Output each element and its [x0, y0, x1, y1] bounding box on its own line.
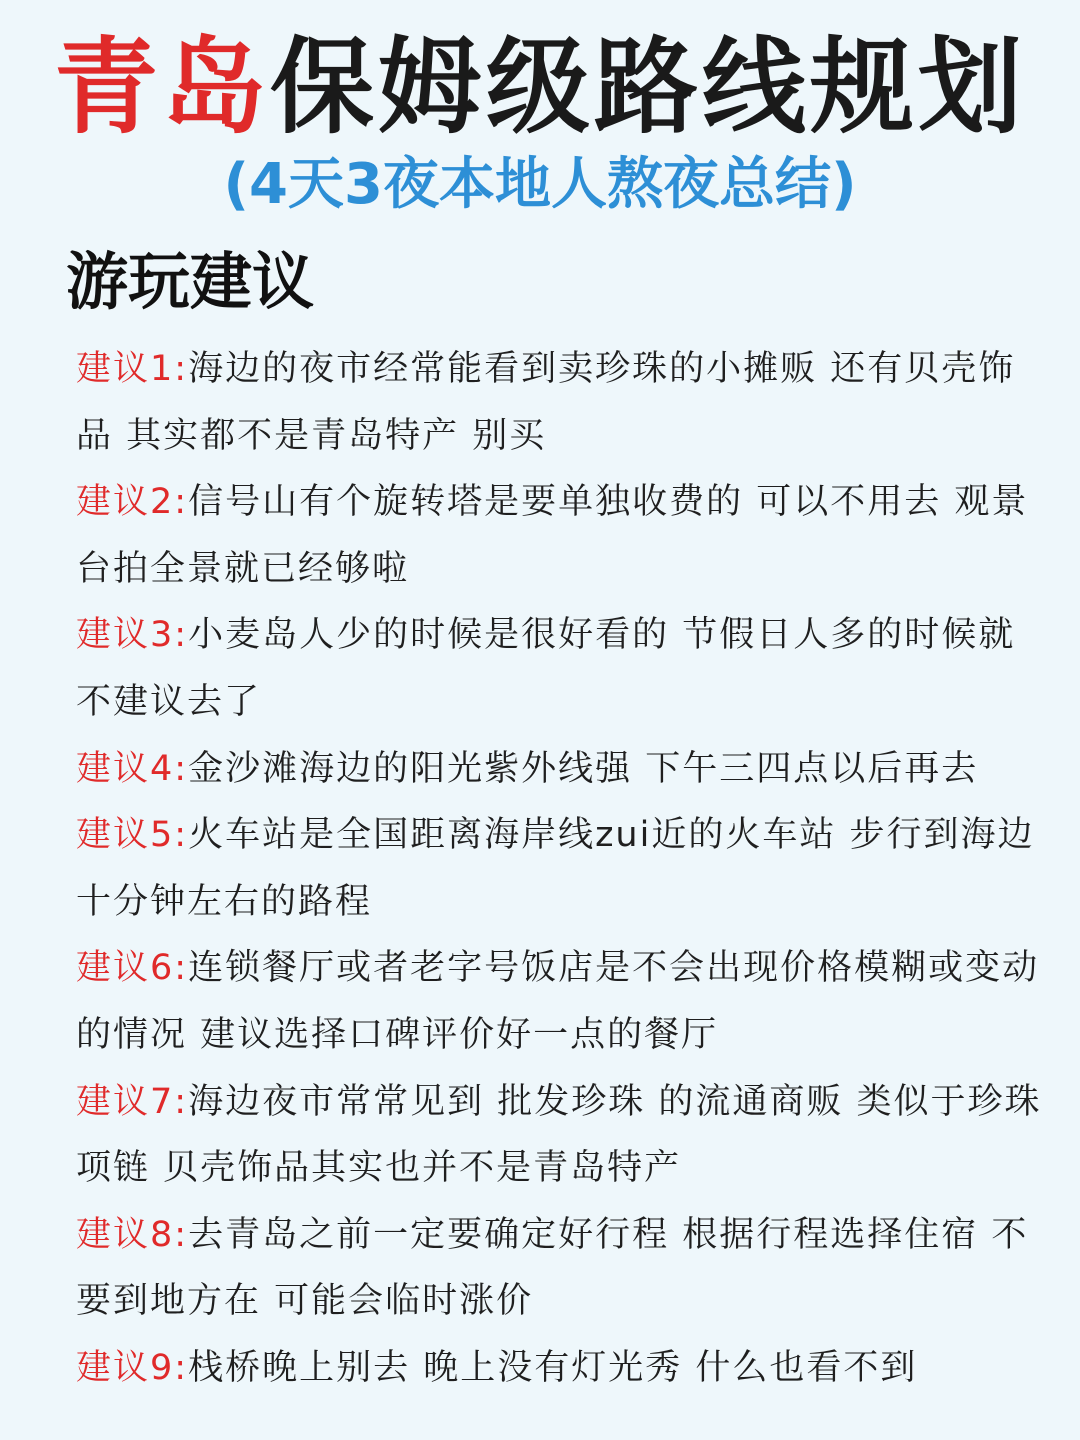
tip-item — [76, 736, 1048, 803]
tip-label: 建议5: — [76, 815, 189, 856]
tip-text: 小麦岛人少的时候是很好看的 节假日人多的时候就不建议去了 — [76, 615, 1016, 722]
tip-text: 去青岛之前一定要确定好行程 根据行程选择住宿 不要到地方在 可能会临时涨价 — [76, 1214, 1029, 1322]
tip-item — [76, 802, 1048, 935]
tip-item — [76, 1202, 1048, 1335]
tip-label: 建议8: — [76, 1214, 189, 1255]
tip-text: 海边夜市常常见到 批发珍珠 的流通商贩 类似于珍珠项链 贝壳饰品其实也并不是青岛特产 — [76, 1081, 1042, 1189]
tip-text: 火车站是全国距离海岸线zui近的火车站 步行到海边十分钟左右的路程 — [76, 815, 1035, 922]
tip-label: 建议3: — [76, 615, 189, 656]
tip-label: 建议9: — [76, 1347, 189, 1388]
tip-label: 建议7: — [76, 1081, 189, 1122]
tip-item — [76, 469, 1048, 602]
tip-text: 金沙滩海边的阳光紫外线强 下午三四点以后再去 — [188, 748, 979, 789]
tip-item — [76, 935, 1048, 1068]
title-accent: 青岛 — [53, 26, 270, 148]
tip-label: 建议1: — [76, 349, 189, 389]
tip-text: 信号山有个旋转塔是要单独收费的 可以不用去 观景台拍全景就已经够啦 — [76, 482, 1029, 589]
tip-label: 建议2: — [76, 482, 189, 523]
tip-label: 建议6: — [76, 948, 189, 989]
section-heading: 游玩建议 — [66, 245, 315, 318]
tip-item — [76, 1069, 1048, 1202]
tip-text: 海边的夜市经常能看到卖珍珠的小摊贩 还有贝壳饰品 其实都不是青岛特产 别买 — [76, 349, 1016, 456]
tip-label: 建议4: — [76, 748, 189, 789]
page-title — [0, 22, 1080, 152]
tip-text: 连锁餐厅或者老字号饭店是不会出现价格模糊或变动的情况 建议选择口碑评价好一点的餐厅 — [76, 948, 1040, 1055]
title-rest: 保姆级路线规划 — [270, 26, 1027, 148]
tip-item — [76, 336, 1048, 469]
tip-text: 栈桥晚上别去 晚上没有灯光秀 什么也看不到 — [188, 1347, 918, 1388]
tip-item — [76, 1335, 1048, 1402]
page-subtitle: (4天3夜本地人熬夜总结) — [223, 152, 857, 217]
tip-item — [76, 602, 1048, 735]
tips-list — [76, 336, 1048, 1402]
